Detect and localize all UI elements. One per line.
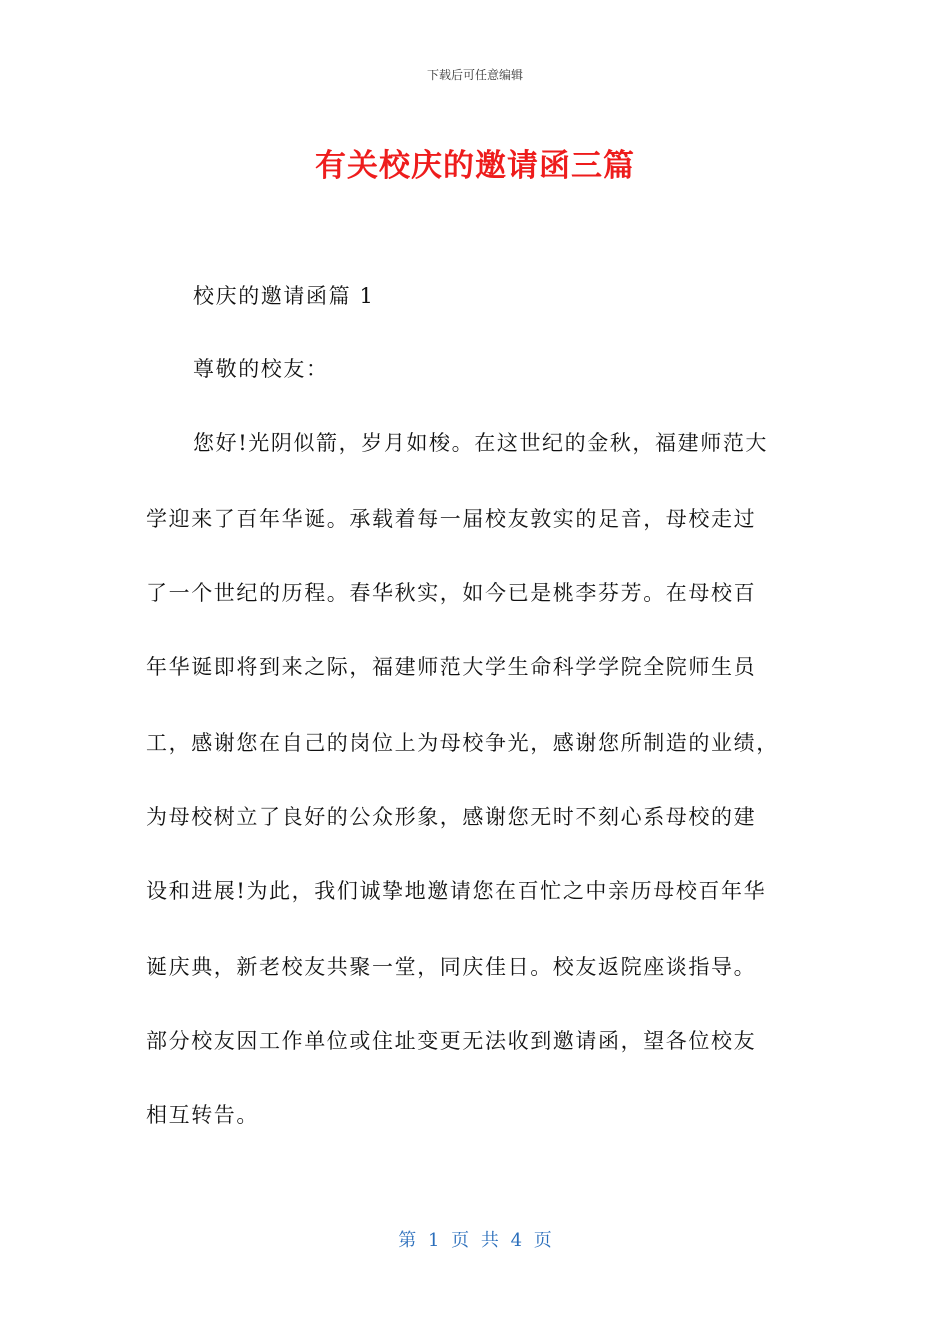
body-line: 相互转告。	[146, 1103, 259, 1127]
body-line: 为母校树立了良好的公众形象，感谢您无时不刻心系母校的建	[146, 805, 757, 829]
body-line: 工，感谢您在自己的岗位上为母校争光，感谢您所制造的业绩，	[146, 731, 779, 755]
body-line: 了一个世纪的历程。春华秋实，如今已是桃李芬芳。在母校百	[146, 581, 757, 605]
body-line: 年华诞即将到来之际，福建师范大学生命科学学院全院师生员	[146, 655, 757, 679]
body-line: 诞庆典，新老校友共聚一堂，同庆佳日。校友返院座谈指导。	[146, 955, 757, 979]
document-title: 有关校庆的邀请函三篇	[315, 148, 635, 184]
section-heading: 校庆的邀请函篇 1	[193, 284, 375, 308]
header-note: 下载后可任意编辑	[426, 68, 523, 82]
body-line: 部分校友因工作单位或住址变更无法收到邀请函，望各位校友	[146, 1029, 757, 1053]
salutation: 尊敬的校友：	[193, 357, 329, 381]
body-line: 您好!光阴似箭，岁月如梭。在这世纪的金秋，福建师范大	[193, 431, 769, 455]
page-number-footer: 第 1 页 共 4 页	[398, 1230, 552, 1251]
body-line: 学迎来了百年华诞。承载着每一届校友敦实的足音，母校走过	[146, 507, 757, 531]
body-line: 设和进展!为此，我们诚挚地邀请您在百忙之中亲历母校百年华	[146, 879, 767, 903]
